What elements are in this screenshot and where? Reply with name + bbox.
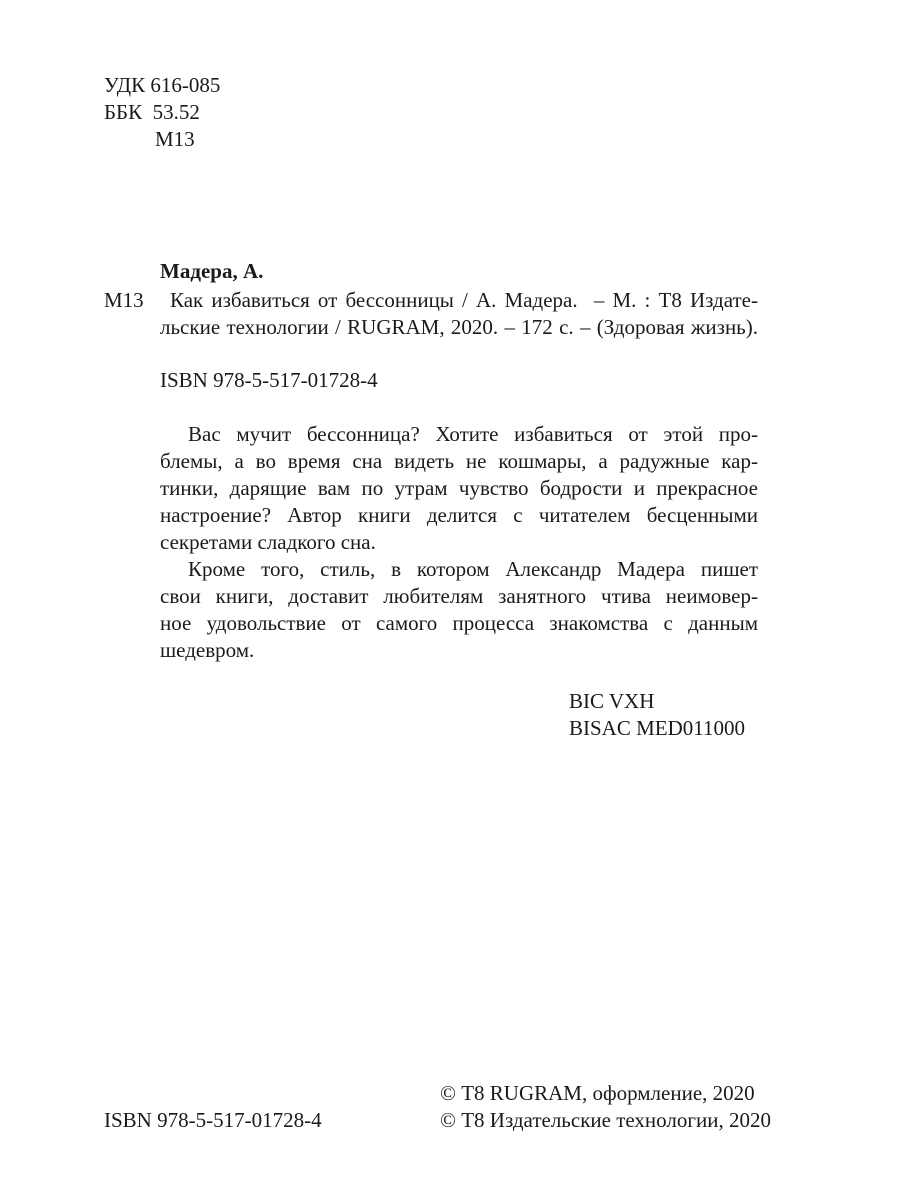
copyright-design: © Т8 RUGRAM, оформление, 2020 [440, 1081, 755, 1105]
record-isbn: ISBN 978-5-517-01728-4 [160, 368, 378, 392]
annotation-line-2: блемы, а во время сна видеть не кошмары, а радужные кар- [160, 449, 758, 473]
bbk-code: ББК 53.52 [104, 100, 200, 124]
author-mark: М13 [155, 127, 195, 151]
annotation-line-7: свои книги, доставит любителям занятного чтива неимовер- [160, 584, 758, 608]
record-line-2 [160, 314, 758, 341]
annotation-line-5: секретами сладкого сна. [160, 530, 376, 554]
annotation-line-3: тинки, дарящие вам по утрам чувство бодрости и прекрасное [160, 476, 758, 500]
annotation-line-9: шедевром. [160, 638, 255, 662]
record-title-text: Как избавиться от бессонницы / А. Мадера. – М. : Т8 Издате- [170, 288, 758, 312]
annotation-line-4: настроение? Автор книги делится с читателем бесценными [160, 503, 758, 527]
record-author: Мадера, А. [160, 259, 264, 283]
udk-code: УДК 616-085 [104, 73, 221, 97]
annotation-line-8: ное удовольствие от самого процесса знакомства с данным [160, 611, 758, 635]
record-mark: М13 [104, 288, 144, 312]
record-line-1 [170, 287, 758, 314]
annotation-line-1: Вас мучит бессонница? Хотите избавиться от этой про- [188, 422, 758, 446]
bic-code: BIC VXH [569, 689, 655, 713]
record-publisher-text: льские технологии / RUGRAM, 2020. – 172 с. – (Здоровая жизнь). [160, 315, 758, 339]
annotation-line-6: Кроме того, стиль, в котором Александр Мадера пишет [188, 557, 758, 581]
bisac-code: BISAC MED011000 [569, 716, 745, 740]
copyright-publisher: © Т8 Издательские технологии, 2020 [440, 1108, 771, 1132]
footer-isbn: ISBN 978-5-517-01728-4 [104, 1108, 322, 1132]
